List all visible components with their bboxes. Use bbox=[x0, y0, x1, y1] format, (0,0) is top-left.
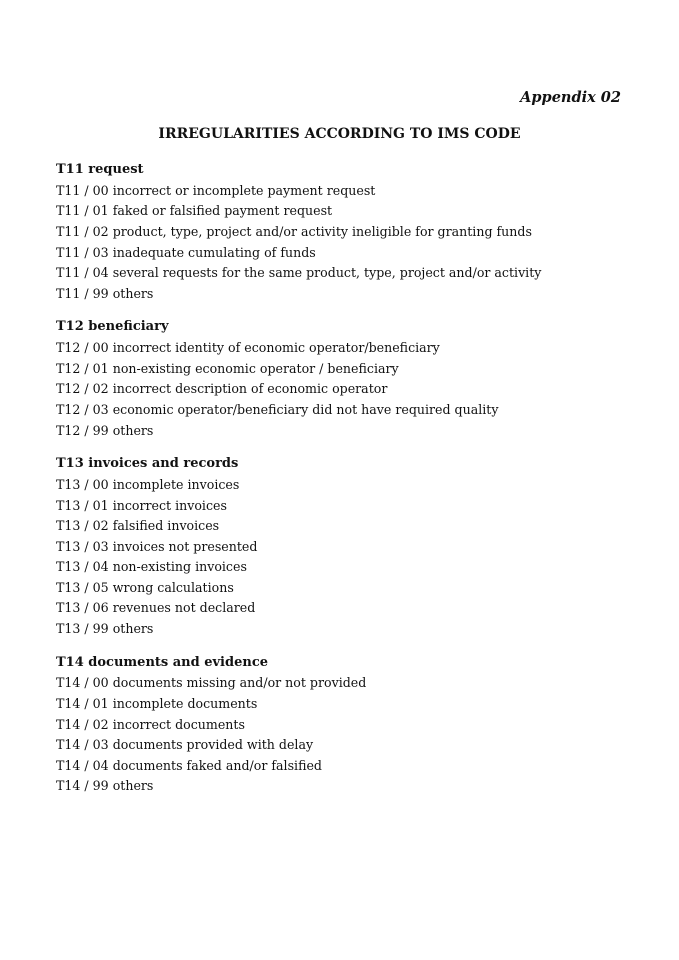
section-heading: T14 documents and evidence bbox=[56, 654, 268, 670]
irregularity-section bbox=[56, 653, 636, 797]
section-item-list bbox=[56, 673, 636, 797]
appendix-label: Appendix 02 bbox=[520, 89, 621, 106]
irregularity-item: T14 / 04 documents faked and/or falsified bbox=[56, 757, 322, 773]
section-heading: T12 beneficiary bbox=[56, 319, 169, 335]
irregularity-item: T12 / 01 non-existing economic operator / beneficiary bbox=[56, 360, 399, 376]
irregularity-item: T11 / 02 product, type, project and/or activity ineligible for granting funds bbox=[56, 223, 532, 239]
irregularity-section bbox=[56, 317, 636, 441]
section-item-list bbox=[56, 181, 636, 305]
irregularity-item: T13 / 05 wrong calculations bbox=[56, 579, 234, 595]
irregularity-item: T13 / 99 others bbox=[56, 621, 154, 637]
irregularity-item: T13 / 06 revenues not declared bbox=[56, 600, 256, 616]
irregularity-item: T13 / 04 non-existing invoices bbox=[56, 559, 247, 575]
irregularity-item: T12 / 03 economic operator/beneficiary did not have required quality bbox=[56, 401, 499, 417]
irregularity-item: T14 / 03 documents provided with delay bbox=[56, 737, 314, 753]
section-item-list bbox=[56, 475, 636, 640]
irregularity-item: T13 / 02 falsified invoices bbox=[56, 518, 220, 534]
irregularity-item: T12 / 99 others bbox=[56, 422, 154, 438]
irregularity-section bbox=[56, 160, 636, 304]
irregularity-item: T14 / 01 incomplete documents bbox=[56, 696, 258, 712]
irregularity-item: T13 / 03 invoices not presented bbox=[56, 538, 258, 554]
irregularity-item: T11 / 04 several requests for the same product, type, project and/or activity bbox=[56, 265, 542, 281]
irregularity-item: T12 / 02 incorrect description of economic operator bbox=[56, 381, 388, 397]
irregularity-section bbox=[56, 454, 636, 640]
irregularity-item: T11 / 99 others bbox=[56, 285, 154, 301]
document-title: IRREGULARITIES ACCORDING TO IMS CODE bbox=[158, 126, 521, 142]
irregularity-item: T14 / 02 incorrect documents bbox=[56, 716, 245, 732]
irregularity-item: T11 / 00 incorrect or incomplete payment request bbox=[56, 182, 376, 198]
irregularity-item: T14 / 00 documents missing and/or not provided bbox=[56, 675, 367, 691]
irregularity-item: T14 / 99 others bbox=[56, 778, 154, 794]
irregularities-list bbox=[56, 160, 636, 810]
irregularity-item: T13 / 00 incomplete invoices bbox=[56, 476, 240, 492]
section-heading: T13 invoices and records bbox=[56, 456, 239, 472]
irregularity-item: T13 / 01 incorrect invoices bbox=[56, 497, 227, 513]
section-heading: T11 request bbox=[56, 162, 144, 177]
section-item-list bbox=[56, 338, 636, 441]
irregularity-item: T11 / 03 inadequate cumulating of funds bbox=[56, 244, 316, 260]
irregularity-item: T11 / 01 faked or falsified payment request bbox=[56, 203, 333, 219]
irregularity-item: T12 / 00 incorrect identity of economic operator/beneficiary bbox=[56, 340, 440, 356]
